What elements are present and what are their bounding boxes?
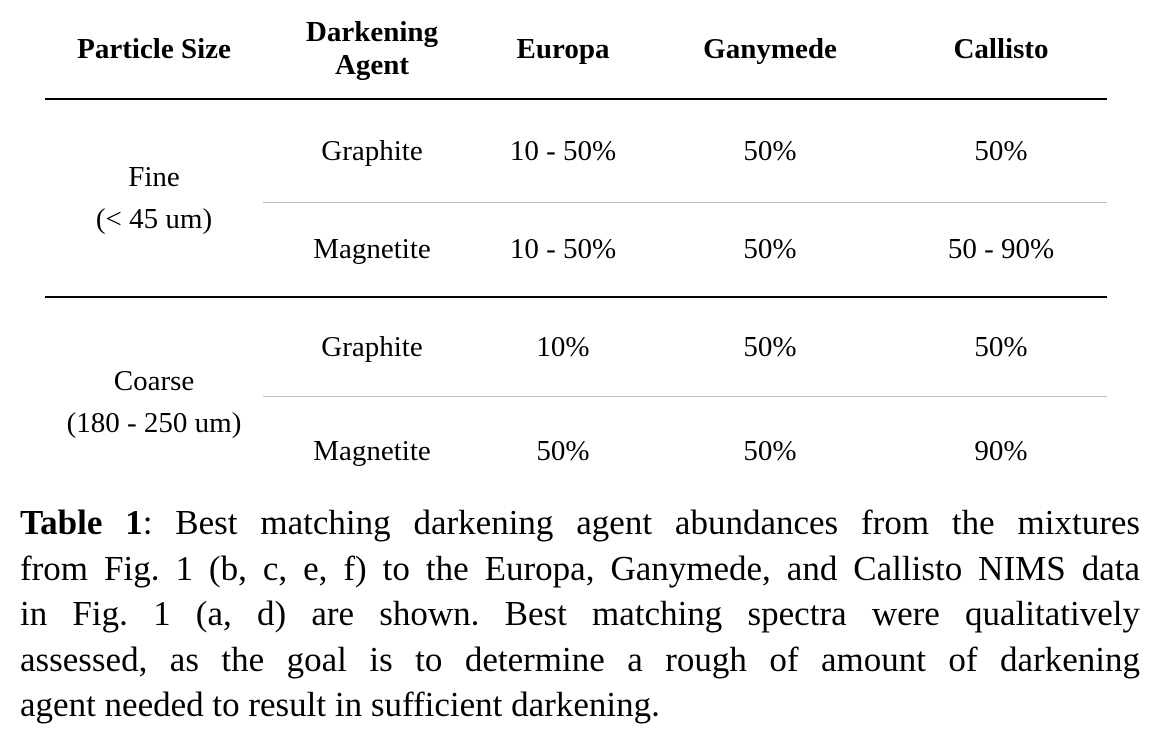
table-row xyxy=(45,297,1107,397)
particle-size-fine xyxy=(45,99,263,297)
callisto-cell: 50 - 90% xyxy=(947,233,1055,265)
callisto-cell: 90% xyxy=(974,434,1028,467)
header-ganymede: Ganymede xyxy=(703,32,837,65)
ganymede-cell: 50% xyxy=(645,297,895,397)
ganymede-cell: 50% xyxy=(743,434,797,467)
size-label: Coarse xyxy=(113,364,195,397)
header-callisto: Callisto xyxy=(953,32,1049,65)
ganymede-cell: 50% xyxy=(743,233,797,265)
table-caption xyxy=(20,500,1140,728)
table-header-row xyxy=(45,0,1107,99)
agent-cell: Graphite xyxy=(263,99,481,203)
caption-line: agent needed to result in sufficient darkening. xyxy=(20,685,660,724)
caption-line: assessed, as the goal is to determine a rough of amount of darkening xyxy=(20,639,1140,679)
size-range: (< 45 um) xyxy=(95,203,213,235)
size-label: Fine xyxy=(128,161,180,193)
table-row xyxy=(45,99,1107,203)
header-darkening-agent xyxy=(263,0,481,99)
europa-cell: 50% xyxy=(536,434,590,467)
darkening-agent-table xyxy=(45,0,1107,505)
europa-cell: 10% xyxy=(481,297,645,397)
europa-cell: 10 - 50% xyxy=(509,233,617,265)
caption-label: Table 1 xyxy=(20,503,143,542)
size-range: (180 - 250 um) xyxy=(66,406,242,439)
header-europa: Europa xyxy=(516,32,610,65)
header-agent-line1: Darkening xyxy=(305,16,439,48)
header-particle-size: Particle Size xyxy=(77,32,231,65)
ganymede-cell: 50% xyxy=(645,99,895,203)
agent-cell: Magnetite xyxy=(313,233,431,265)
europa-cell: 10 - 50% xyxy=(481,99,645,203)
caption-line xyxy=(20,500,1140,546)
agent-cell: Graphite xyxy=(263,297,481,397)
caption-line: in Fig. 1 (a, d) are shown. Best matching spectra were qualitatively xyxy=(20,594,1140,633)
callisto-cell: 50% xyxy=(895,99,1107,203)
results-table-container xyxy=(45,0,1107,505)
header-agent-line2: Agent xyxy=(334,49,410,81)
agent-cell: Magnetite xyxy=(313,434,431,467)
caption-text: : Best matching darkening agent abundances from the mixtures xyxy=(142,503,1141,542)
callisto-cell: 50% xyxy=(895,297,1107,397)
particle-size-coarse xyxy=(45,297,263,505)
caption-line: from Fig. 1 (b, c, e, f) to the Europa, Ganymede, and Callisto NIMS data xyxy=(20,548,1140,588)
